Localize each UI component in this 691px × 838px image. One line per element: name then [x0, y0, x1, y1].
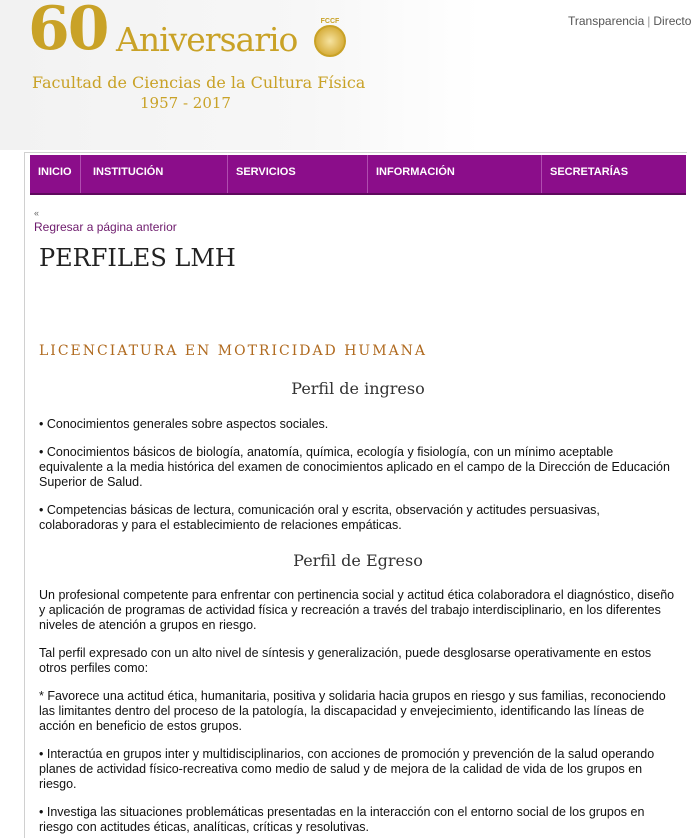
- egreso-paragraph: * Favorece una actitud ética, humanitaria, positiva y solidaria hacia grupos en riesgo y sus familias, reconociendo las limitantes dentro del proceso de la patología, la discapacidad y envejecimiento, identificando las líneas de acción en beneficio de estos grupos.: [39, 689, 666, 733]
- top-links: [568, 14, 691, 28]
- egreso-paragraph: • Interactúa en grupos inter y multidisciplinarios, con acciones de promoción y prevención de la salud operando planes de actividad físico-recreativa como medio de salud y de mejora de la calidad de vida de los grupos en riesgo.: [39, 747, 655, 791]
- logo-word: Aniversario: [116, 20, 298, 59]
- egreso-paragraph: Un profesional competente para enfrentar con pertinencia social y actitud ética colaboradora el diagnóstico, diseño y aplicación de programas de actividad física y recreación a través del trabajo interdisciplinario, en los diferentes niveles de atención a grupos en riesgo.: [39, 588, 675, 632]
- nav-inicio[interactable]: INICIO: [30, 155, 81, 193]
- nav-informacion[interactable]: INFORMACIÓN: [368, 155, 542, 193]
- university-seal-icon: [314, 18, 346, 57]
- ingreso-item: • Conocimientos básicos de biología, anatomía, química, ecología y fisiología, con un mínimo aceptable equivalente a la media histórica del examen de conocimientos aplicado en el campo de la Dirección de Educación Superior de Salud.: [39, 445, 670, 489]
- back-arrow-icon: «: [34, 208, 40, 218]
- anniversary-logo[interactable]: [28, 0, 366, 115]
- nav-institucion[interactable]: INSTITUCIÓN: [85, 155, 228, 193]
- transparencia-link[interactable]: Transparencia: [568, 14, 645, 28]
- egreso-paragraph: Tal perfil expresado con un alto nivel de síntesis y generalización, puede desglosarse operativamente en estos otros perfiles como:: [39, 646, 652, 675]
- ingreso-title: Perfil de ingreso: [291, 379, 425, 398]
- seal-text: FCCF: [320, 18, 340, 25]
- egreso-title: Perfil de Egreso: [293, 551, 423, 570]
- directorio-link[interactable]: Directo: [653, 14, 691, 28]
- ingreso-item: • Conocimientos generales sobre aspectos sociales.: [39, 417, 329, 431]
- back-link[interactable]: Regresar a página anterior: [34, 220, 177, 234]
- main-nav: [30, 155, 686, 195]
- egreso-paragraph: • Investiga las situaciones problemáticas presentadas en la interacción con el entorno social de los grupos en riesgo con actitudes éticas, analíticas, críticas y resolutivas.: [39, 805, 645, 834]
- ingreso-item: • Competencias básicas de lectura, comunicación oral y escrita, observación y actitudes persuasivas, colaboradoras y para el establecimiento de relaciones empáticas.: [39, 503, 600, 532]
- link-separator: |: [647, 14, 651, 28]
- nav-secretarias[interactable]: SECRETARÍAS: [550, 166, 629, 178]
- section-title: LICENCIATURA EN MOTRICIDAD HUMANA: [39, 343, 428, 359]
- anniversary-years: 1957 - 2017: [140, 94, 231, 112]
- page-title: PERFILES LMH: [39, 244, 236, 272]
- faculty-name: Facultad de Ciencias de la Cultura Física: [32, 73, 366, 92]
- nav-servicios[interactable]: SERVICIOS: [228, 155, 368, 193]
- logo-number: 60: [28, 0, 108, 64]
